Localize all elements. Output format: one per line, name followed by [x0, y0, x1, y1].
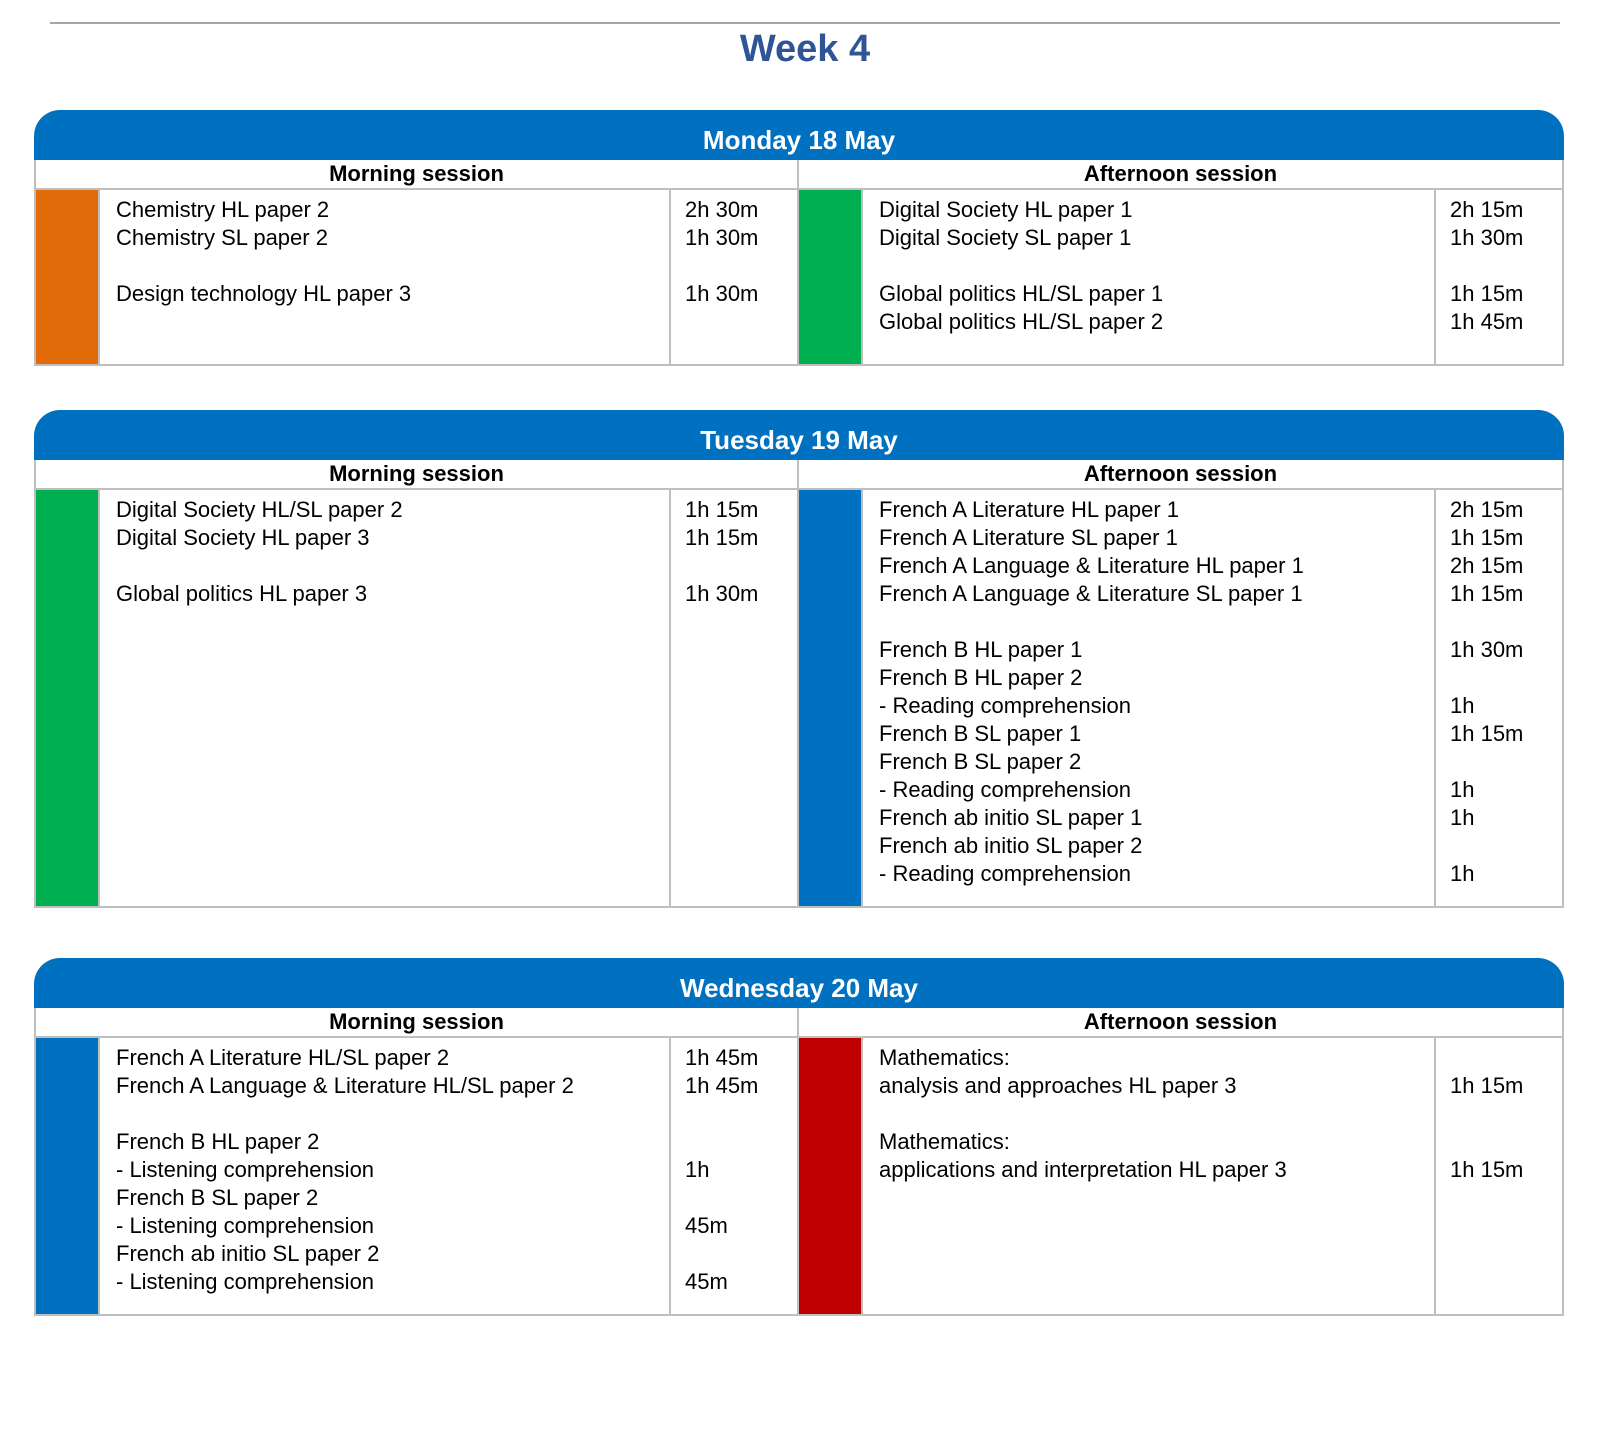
exam-duration — [685, 1240, 783, 1268]
exam-duration: 1h — [1450, 777, 1475, 802]
subject-color-bar — [799, 490, 863, 906]
exam-duration: 45m — [685, 1213, 728, 1238]
row-spacer — [116, 252, 653, 280]
exam-subject: French B SL paper 1 — [879, 721, 1082, 746]
afternoon-session — [799, 460, 1562, 906]
subject-list — [100, 190, 671, 364]
exam-duration — [1450, 832, 1548, 860]
afternoon-session-header: Afternoon session — [799, 1008, 1562, 1038]
exam-subject: applications and interpretation HL paper 3 — [879, 1157, 1287, 1182]
exam-duration: 45m — [685, 1269, 728, 1294]
exam-duration: 1h 45m — [685, 1073, 759, 1098]
exam-duration: 1h — [685, 1157, 710, 1182]
afternoon-session-header: Afternoon session — [799, 160, 1562, 190]
row-spacer — [685, 1100, 783, 1128]
exam-duration: 1h 30m — [1450, 637, 1524, 662]
subject-color-bar — [799, 1038, 863, 1314]
exam-duration: 1h 15m — [1450, 525, 1524, 550]
exam-duration: 1h — [1450, 805, 1475, 830]
row-spacer — [1450, 252, 1548, 280]
exam-subject: Global politics HL paper 3 — [116, 581, 368, 606]
exam-duration — [685, 1184, 783, 1212]
exam-subject: French A Literature HL paper 1 — [879, 497, 1180, 522]
exam-subject: French ab initio SL paper 1 — [879, 805, 1143, 830]
exam-subject: French B HL paper 1 — [879, 637, 1083, 662]
exam-subject: French A Literature SL paper 1 — [879, 525, 1178, 550]
afternoon-session — [799, 1008, 1562, 1314]
exam-subject: Digital Society HL/SL paper 2 — [116, 497, 403, 522]
exam-subject: - Listening comprehension — [116, 1157, 375, 1182]
subject-list — [863, 1038, 1436, 1314]
afternoon-session — [799, 160, 1562, 364]
morning-session — [36, 460, 799, 906]
exam-subject: Chemistry SL paper 2 — [116, 225, 328, 250]
exam-duration — [1450, 1044, 1548, 1072]
day-header: Wednesday 20 May — [34, 958, 1564, 1008]
exam-subject: French A Language & Literature HL/SL paper 2 — [116, 1073, 574, 1098]
page-title: Week 4 — [739, 28, 871, 70]
exam-subject: - Reading comprehension — [879, 777, 1131, 802]
exam-subject: - Reading comprehension — [879, 861, 1131, 886]
session-body — [799, 490, 1562, 906]
exam-subject: Global politics HL/SL paper 1 — [879, 281, 1164, 306]
exam-duration: 1h 30m — [685, 581, 759, 606]
exam-subject: French B SL paper 2 — [116, 1185, 319, 1210]
exam-subject: Digital Society HL paper 3 — [116, 525, 370, 550]
exam-duration: 1h 15m — [1450, 1157, 1524, 1182]
exam-subject: Mathematics: — [879, 1045, 1010, 1070]
duration-list — [1436, 190, 1562, 364]
day-table — [34, 1008, 1564, 1316]
subject-color-bar — [36, 190, 100, 364]
day-block — [34, 410, 1564, 908]
exam-duration — [1450, 748, 1548, 776]
exam-duration: 1h 15m — [685, 497, 759, 522]
session-body — [36, 490, 797, 906]
exam-duration: 1h 45m — [685, 1045, 759, 1070]
session-body — [36, 1038, 797, 1314]
row-spacer — [685, 552, 783, 580]
morning-session-header: Morning session — [36, 160, 797, 190]
exam-duration — [1450, 664, 1548, 692]
exam-duration: 1h — [1450, 693, 1475, 718]
session-body — [36, 190, 797, 364]
exam-duration: 2h 30m — [685, 197, 759, 222]
subject-list — [863, 190, 1436, 364]
exam-duration: 1h 15m — [1450, 281, 1524, 306]
duration-list — [671, 1038, 797, 1314]
exam-duration: 1h 15m — [1450, 581, 1524, 606]
subject-color-bar — [36, 490, 100, 906]
session-body — [799, 1038, 1562, 1314]
morning-session-header: Morning session — [36, 1008, 797, 1038]
day-header: Tuesday 19 May — [34, 410, 1564, 460]
exam-duration — [1450, 1128, 1548, 1156]
exam-duration: 1h 15m — [1450, 1073, 1524, 1098]
exam-subject: Mathematics: — [879, 1129, 1010, 1154]
exam-subject: Design technology HL paper 3 — [116, 281, 412, 306]
day-table — [34, 460, 1564, 908]
row-spacer — [1450, 1100, 1548, 1128]
exam-subject: Digital Society SL paper 1 — [879, 225, 1132, 250]
day-block — [34, 110, 1564, 366]
day-header: Monday 18 May — [34, 110, 1564, 160]
exam-subject: French A Language & Literature HL paper 1 — [879, 553, 1304, 578]
morning-session — [36, 1008, 799, 1314]
exam-duration: 2h 15m — [1450, 197, 1524, 222]
exam-duration: 1h 30m — [685, 225, 759, 250]
exam-duration: 1h 30m — [1450, 225, 1524, 250]
subject-list — [100, 490, 671, 906]
exam-duration: 1h 15m — [685, 525, 759, 550]
duration-list — [1436, 490, 1562, 906]
exam-subject: French B HL paper 2 — [116, 1129, 320, 1154]
exam-subject: - Reading comprehension — [879, 693, 1131, 718]
morning-session-header: Morning session — [36, 460, 797, 490]
exam-duration — [685, 1128, 783, 1156]
top-rule — [50, 22, 1560, 24]
exam-subject: Global politics HL/SL paper 2 — [879, 309, 1164, 334]
exam-duration: 1h 30m — [685, 281, 759, 306]
day-table — [34, 160, 1564, 366]
row-spacer — [116, 552, 653, 580]
exam-subject: French ab initio SL paper 2 — [879, 833, 1143, 858]
row-spacer — [879, 608, 1418, 636]
duration-list — [1436, 1038, 1562, 1314]
exam-subject: - Listening comprehension — [116, 1213, 375, 1238]
exam-duration: 1h 15m — [1450, 721, 1524, 746]
subject-list — [100, 1038, 671, 1314]
duration-list — [671, 190, 797, 364]
afternoon-session-header: Afternoon session — [799, 460, 1562, 490]
morning-session — [36, 160, 799, 364]
row-spacer — [685, 252, 783, 280]
exam-duration: 2h 15m — [1450, 497, 1524, 522]
exam-subject: Chemistry HL paper 2 — [116, 197, 330, 222]
row-spacer — [879, 252, 1418, 280]
exam-subject: French ab initio SL paper 2 — [116, 1241, 380, 1266]
day-block — [34, 958, 1564, 1316]
duration-list — [671, 490, 797, 906]
subject-color-bar — [799, 190, 863, 364]
subject-list — [863, 490, 1436, 906]
exam-subject: French B HL paper 2 — [879, 665, 1083, 690]
exam-subject: Digital Society HL paper 1 — [879, 197, 1133, 222]
exam-subject: French A Literature HL/SL paper 2 — [116, 1045, 450, 1070]
row-spacer — [879, 1100, 1418, 1128]
exam-subject: - Listening comprehension — [116, 1269, 375, 1294]
exam-subject: analysis and approaches HL paper 3 — [879, 1073, 1237, 1098]
exam-subject: French B SL paper 2 — [879, 749, 1082, 774]
subject-color-bar — [36, 1038, 100, 1314]
exam-subject: French A Language & Literature SL paper 1 — [879, 581, 1303, 606]
session-body — [799, 190, 1562, 364]
row-spacer — [1450, 608, 1548, 636]
exam-duration: 1h 45m — [1450, 309, 1524, 334]
row-spacer — [116, 1100, 653, 1128]
exam-duration: 2h 15m — [1450, 553, 1524, 578]
exam-duration: 1h — [1450, 861, 1475, 886]
